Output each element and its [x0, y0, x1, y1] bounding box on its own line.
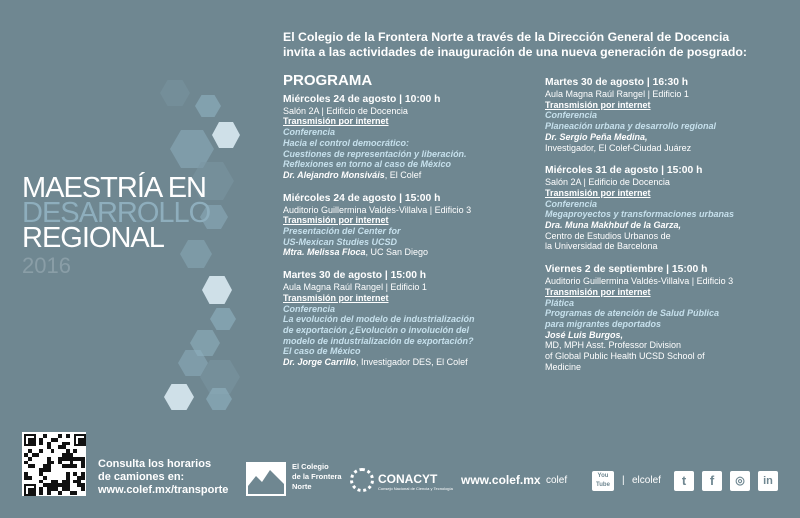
consult-url[interactable]: www.colef.mx/transporte: [98, 484, 229, 496]
event-type: Conferencia: [283, 127, 336, 138]
qr-module: [73, 449, 77, 453]
events-column-left: [283, 72, 533, 379]
event-title-line: US-Mexican Studies UCSD: [283, 236, 398, 247]
event-item: [283, 269, 533, 368]
qr-module: [81, 487, 85, 491]
transmission-link[interactable]: Transmisión por internet: [283, 116, 389, 127]
qr-module: [81, 476, 85, 480]
invitation-header: [283, 30, 793, 60]
event-speaker-affiliation: Investigador, El Colef-Ciudad Juárez: [545, 142, 692, 153]
event-speaker-affiliation: Centro de Estudios Urbanos de: [545, 230, 671, 241]
twitter-icon[interactable]: t: [674, 471, 694, 491]
qr-module: [47, 491, 51, 495]
colef-logo-line-3: Norte: [292, 482, 312, 491]
event-speaker-line: [283, 357, 533, 368]
event-speaker-affiliation: Medicine: [545, 361, 582, 372]
qr-module: [66, 442, 70, 446]
event-date: Miércoles 24 de agosto | 15:00 h: [283, 192, 441, 204]
colef-logo: [246, 462, 342, 496]
qr-module: [39, 491, 43, 495]
transmission-link[interactable]: Transmisión por internet: [545, 286, 651, 297]
event-title-line: Reflexiones en torno al caso de México: [283, 159, 452, 170]
event-item: [545, 164, 790, 252]
event-speaker-line: [283, 247, 533, 258]
qr-module: [81, 464, 85, 468]
event-speaker-affiliation: la Universidad de Barcelona: [545, 241, 658, 252]
event-date: Viernes 2 de septiembre | 15:00 h: [545, 264, 708, 276]
qr-module: [73, 491, 77, 495]
title-line-3: REGIONAL: [22, 222, 164, 254]
colef-logo-line-1: El Colegio: [292, 462, 329, 471]
event-speaker: Dra. Muna Makhbuf de la Garza,: [545, 220, 682, 231]
transmission-link[interactable]: Transmisión por internet: [545, 99, 651, 110]
event-place: Aula Magna Raúl Rangel | Edificio 1: [283, 282, 427, 293]
qr-module: [32, 464, 36, 468]
title-line-1: MAESTRÍA EN: [22, 172, 206, 204]
consult-line-2: de camiones en:: [98, 471, 185, 483]
qr-module: [43, 476, 47, 480]
event-speaker: Dr. Jorge Carrillo: [283, 357, 357, 368]
event-title-line: Megaproyectos y transformaciones urbanas: [545, 209, 735, 220]
social-separator: |: [622, 475, 625, 486]
events-column-right: [545, 76, 790, 383]
event-title-line: modelo de industrialización de exportación?: [283, 335, 474, 346]
event-date: Miércoles 31 de agosto | 15:00 h: [545, 165, 703, 177]
bus-schedule-note: [98, 458, 258, 497]
qr-module: [58, 491, 62, 495]
qr-module: [73, 464, 77, 468]
instagram-icon[interactable]: ◎: [730, 471, 750, 491]
event-speaker-affiliation: MD, MPH Asst. Professor Division: [545, 340, 682, 351]
event-speaker-affiliation: , UC San Diego: [365, 247, 429, 258]
transmission-link[interactable]: Transmisión por internet: [545, 187, 651, 198]
event-title-line: de exportación ¿Evolución o involución del: [283, 324, 470, 335]
event-type: Conferencia: [283, 303, 336, 314]
event-place: Auditorio Guillermina Valdés-Villalva | Edificio 3: [545, 276, 734, 287]
event-speaker: José Luis Burgos,: [545, 329, 624, 340]
event-title-line: Planeación urbana y desarrollo regional: [545, 121, 717, 132]
event-speaker-affiliation: , Investigador DES, El Colef: [356, 357, 468, 368]
event-place: Auditorio Guillermina Valdés-Villalva | Edificio 3: [283, 204, 472, 215]
qr-module: [39, 442, 43, 446]
header-line-1: El Colegio de la Frontera Norte a través de la Dirección General de Docencia: [283, 30, 730, 44]
website-link[interactable]: www.colef.mx: [461, 473, 541, 487]
event-place: Salón 2A | Edificio de Docencia: [283, 105, 408, 116]
event-title-line: Presentación del Center for: [283, 226, 401, 237]
event-place: Aula Magna Raúl Rangel | Edificio 1: [545, 89, 689, 99]
facebook-icon[interactable]: f: [702, 471, 722, 491]
footer: [0, 420, 800, 518]
event-date: Miércoles 24 de agosto | 10:00 h: [283, 93, 441, 105]
qr-module: [28, 457, 32, 461]
event-type: Conferencia: [545, 110, 598, 121]
event-item: [545, 263, 790, 372]
event-item: [545, 76, 790, 153]
elcolef-handle: elcolef: [632, 475, 661, 486]
event-speaker: Dr. Alejandro Monsiváis: [283, 169, 385, 180]
event-speaker-affiliation: , El Colef: [384, 169, 422, 180]
youtube-icon[interactable]: You Tube: [592, 471, 614, 491]
title-year: 2016: [22, 253, 71, 278]
event-title-line: Cuestiones de representación y liberación.: [283, 148, 467, 159]
event-item: [283, 192, 533, 259]
qr-module: [66, 434, 70, 438]
conacyt-label: CONACYT: [378, 472, 438, 486]
event-date: Martes 30 de agosto | 16:30 h: [545, 77, 689, 88]
qr-module: [51, 449, 55, 453]
transmission-link[interactable]: Transmisión por internet: [283, 292, 389, 303]
qr-finder-core: [28, 488, 34, 494]
qr-module: [35, 453, 39, 457]
event-title-line: Hacia el control democrático:: [283, 137, 410, 148]
conacyt-sub-label: Consejo Nacional de Ciencia y Tecnología: [378, 486, 453, 491]
event-place: Salón 2A | Edificio de Docencia: [545, 177, 670, 188]
program-title: [22, 172, 222, 279]
header-line-2: invita a las actividades de inauguración de una nueva generación de posgrado:: [283, 45, 747, 59]
qr-module: [54, 438, 58, 442]
colef-handle: colef: [546, 475, 568, 486]
event-type: Conferencia: [545, 198, 598, 209]
event-title-line: para migrantes deportados: [545, 318, 662, 329]
event-type: Plática: [545, 297, 575, 308]
qr-code[interactable]: [22, 432, 86, 496]
linkedin-icon[interactable]: in: [758, 471, 778, 491]
event-title-line: El caso de México: [283, 346, 361, 357]
consult-line-1: Consulta los horarios: [98, 458, 212, 470]
event-title-line: Programas de atención de Salud Pública: [545, 308, 720, 319]
qr-finder-core: [78, 438, 84, 444]
qr-module: [58, 434, 62, 438]
conacyt-ring-icon: [350, 468, 374, 492]
colef-logo-line-2: de la Frontera: [292, 472, 342, 481]
event-speaker-affiliation: of Global Public Health UCSD School of: [545, 351, 705, 362]
event-speaker-line: [283, 170, 533, 181]
event-speaker: Dr. Sergio Peña Medina,: [545, 131, 648, 142]
title-line-2: DESARROLLO: [22, 197, 211, 229]
event-date: Martes 30 de agosto | 15:00 h: [283, 270, 427, 282]
event-title-line: La evolución del modelo de industrialización: [283, 314, 475, 325]
programa-heading: PROGRAMA: [283, 72, 373, 89]
event-item: [283, 93, 533, 181]
qr-module: [28, 476, 32, 480]
transmission-link[interactable]: Transmisión por internet: [283, 215, 389, 226]
qr-module: [51, 461, 55, 465]
colef-mark-icon: [246, 462, 286, 496]
event-speaker: Mtra. Melissa Floca: [283, 247, 366, 258]
qr-module: [47, 468, 51, 472]
qr-finder-core: [28, 438, 34, 444]
qr-module: [43, 434, 47, 438]
qr-module: [39, 449, 43, 453]
